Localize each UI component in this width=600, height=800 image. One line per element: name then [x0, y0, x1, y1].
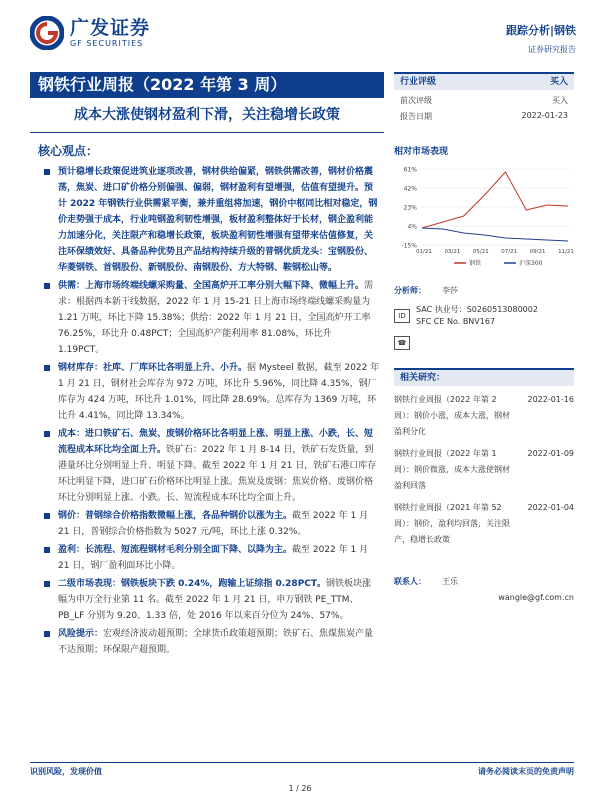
- footer-divider: [30, 762, 574, 763]
- report-type: 证券研究报告: [528, 45, 576, 54]
- x-tick-label: 11/21: [558, 249, 574, 255]
- core-views-heading: 核心观点：: [38, 144, 99, 158]
- core-views-list: [44, 164, 380, 660]
- series-line-0: [422, 172, 568, 228]
- page-number: 1 / 26: [288, 784, 312, 793]
- list-item: 钢材库存：社库、厂库环比各明显上升、小升。据 Mysteel 数据，截至 2022 年 1 月 21 日，钢材社会库存为 972 万吨，环比升 5.96%，同比降 4.35%，钢厂库存为 424 万吨，环比升 1.01%，同比降 28.69%。总库存为 1369 万吨，环比升 4.41%，同比降 13.34%。: [44, 360, 380, 424]
- contact-block: 联系人： 王乐 wangle@gf.com.cn: [394, 577, 574, 602]
- series-line-1: [422, 228, 568, 241]
- phone-icon: ☎: [394, 336, 410, 350]
- list-item: 预计稳增长政策促进筑业逐项改善，钢材供给偏紧，钢铁供需改善，钢材价格震荡，焦炭、进口矿价格分别偏强、偏弱，钢材盈利有望增强，估值有望提升。预计 2022 年钢铁行业供需紧平衡，兼并重组将加速，钢价中枢同比相对稳定，钢价走势强于成本，行业吨钢盈利韧性增强，板材盈利整体好于长材，钢企盈利能力加速分化，关注限产和稳增长政策，板块盈利韧性增强有望带来估值修复，关注环保绩效好、具备品种优势且产品结构持续升级的普钢优质龙头：宝钢股份、华菱钢铁、首钢股份、新钢股份、南钢股份、方大特钢、鞍钢松山等。: [44, 164, 380, 276]
- report-subtitle: 成本大涨使钢材盈利下滑，关注稳增长政策: [74, 107, 340, 123]
- page-header: [0, 0, 600, 70]
- related-item[interactable]: 钢铁行业周报（2021 年第 52 周）：钢价，盈利均回落，关注限产，稳增长政策 2022-01-04: [394, 503, 574, 544]
- title-divider: [30, 132, 384, 133]
- sidebar: [394, 72, 574, 602]
- id-card-icon: ID: [394, 309, 410, 323]
- analyst-label: 分析师：: [394, 286, 426, 295]
- gf-logo-icon: [30, 16, 64, 50]
- list-item: 成本：进口铁矿石、焦炭、废钢价格环比各明显上涨、明显上涨、小跌，长、短流程成本环比均全面上升。铁矿石：2022 年 1 月 8-14 日，铁矿石发货量，到港量环比分别明显上升、明显下降。截至 2022 年 1 月 21 日，铁矿石港口库存环比明显下降，进口矿石价格环比明显上涨。焦炭及废钢：焦炭价格、废钢价格环比分别明显上涨、小跌。长、短流程成本环比均全面上升。: [44, 426, 380, 506]
- chart-section-title: 相对市场表现: [394, 147, 449, 157]
- list-item: 供需：上海市场终端线螺采购量、全国高炉开工率分别大幅下降、微幅上升。需求：根据西本新干线数据，2022 年 1 月 15-21 日上海市场终端线螺采购量为 1.21 万吨，环比下降 15.38%；供给：2022 年 1 月 21 日，全国高炉开工率 76.25%，环比升 0.48PCT；全国高炉产能利用率 81.08%，环比升 1.19PCT。: [44, 278, 380, 358]
- company-logo: [30, 16, 150, 50]
- x-tick-label: 07/21: [501, 249, 518, 255]
- y-tick-label: 4%: [407, 223, 417, 231]
- logo-name-en: GF SECURITIES: [70, 39, 144, 48]
- x-tick-label: 01/21: [416, 249, 432, 255]
- list-item: 盈利：长流程、短流程钢材毛利分别全面下降、以降为主。截至 2022 年 1 月 21 日，钢厂盈利面环比小降。: [44, 542, 380, 574]
- x-tick-label: 05/21: [472, 249, 489, 255]
- contact-name: 王乐: [442, 577, 458, 586]
- related-research-title: 相关研究：: [394, 368, 574, 386]
- report-date-row: 报告日期 2022-01-23: [400, 111, 568, 121]
- list-item: 钢价：普钢综合价格指数微幅上涨，各品种钢价以涨为主。截至 2022 年 1 月 21 日，普钢综合价格指数为 5027 元/吨，环比上涨 0.32%。: [44, 508, 380, 540]
- rating-value: 买入: [549, 77, 568, 87]
- footer-disclaimer: 请务必阅读末页的免责声明: [478, 767, 574, 776]
- related-item[interactable]: 钢铁行业周报（2022 年第 1 周）：钢价微涨，成本大涨使钢材盈利回落 2022-01-09: [394, 449, 574, 490]
- report-title: 钢铁行业周报（2022 年第 3 周）: [30, 72, 384, 98]
- footer-slogan: 识别风险，发现价值: [30, 767, 102, 776]
- relative-performance-chart: [394, 163, 574, 273]
- y-tick-label: -15%: [401, 242, 417, 250]
- y-tick-label: 42%: [403, 185, 417, 193]
- x-tick-label: 09/21: [529, 249, 546, 255]
- rating-label: 行业评级: [400, 77, 437, 87]
- y-tick-label: 61%: [403, 166, 417, 174]
- list-item: 风险提示：宏观经济波动超预期；全球货币政策超预期；铁矿石、焦煤焦炭产量不达预期；环保限产超预期。: [44, 626, 380, 658]
- x-tick-label: 03/21: [444, 249, 461, 255]
- related-item[interactable]: 钢铁行业周报（2022 年第 2 周）：钢价小涨，成本大涨，钢材盈利分化 2022-01-16: [394, 395, 574, 436]
- legend-label: 钢铁: [469, 260, 482, 267]
- rating-bar: [394, 72, 574, 90]
- logo-name-cn: 广发证券: [70, 17, 151, 39]
- analyst-name: 李莎: [442, 286, 458, 295]
- prev-rating-row: 前次评级 买入: [400, 96, 568, 105]
- y-tick-label: 23%: [403, 204, 417, 212]
- contact-email[interactable]: wangle@gf.com.cn: [498, 593, 574, 602]
- sfc-number: SFC CE No. BNV167: [416, 317, 496, 326]
- legend-label: 沪深300: [519, 260, 543, 267]
- analyst-block: 分析师： 李莎 ID SAC 执业号：S0260513080002 SFC CE No. BNV167 ☎: [394, 285, 574, 350]
- list-item: 二级市场表现：钢铁板块下跌 0.24%，跑输上证综指 0.28PCT。钢铁板块涨幅为申万全行业第 11 名。截至 2022 年 1 月 21 日，申万钢铁 PE_TTM、PB_LF 分别为 9.20、1.33 倍，处 2016 年以来百分位为 24%、57%。: [44, 576, 380, 624]
- sac-number: S0260513080002: [466, 305, 538, 314]
- report-category: 跟踪分析|钢铁: [505, 24, 576, 37]
